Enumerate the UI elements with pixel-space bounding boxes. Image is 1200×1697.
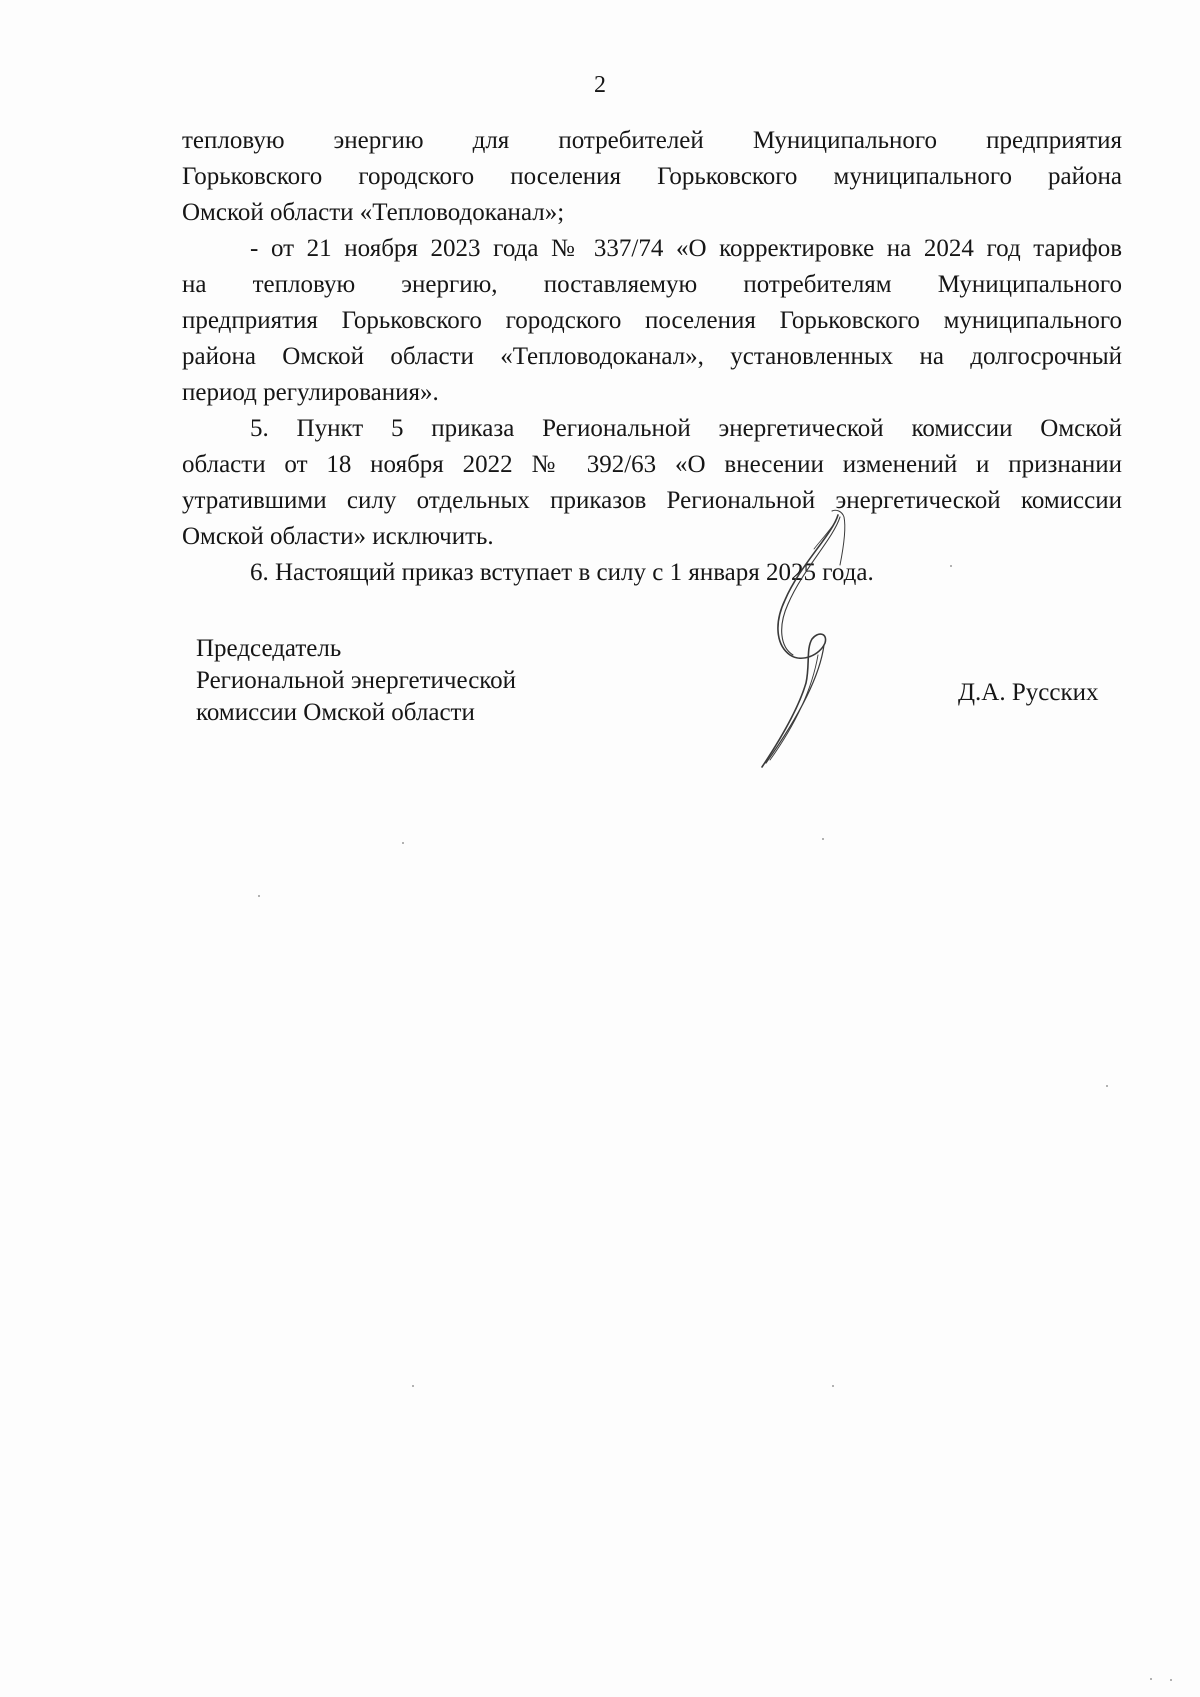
scan-speck xyxy=(822,838,824,840)
scan-speck xyxy=(1170,1679,1172,1681)
page-number: 2 xyxy=(594,72,606,98)
scan-speck xyxy=(402,842,404,844)
text-line: утратившими силу отдельных приказов Региональной энергетической комиссии xyxy=(182,487,1122,514)
text-line: района Омской области «Тепловодоканал», установленных на долгосрочный xyxy=(182,343,1122,370)
scan-speck xyxy=(1150,1678,1152,1680)
scan-speck xyxy=(1106,1085,1108,1087)
text-line: тепловую энергию для потребителей Муниципального предприятия xyxy=(182,127,1122,154)
scan-speck xyxy=(258,895,260,897)
scan-speck xyxy=(412,1385,414,1387)
text-line: Омской области «Тепловодоканал»; xyxy=(182,199,565,226)
handwritten-signature xyxy=(740,505,890,775)
scan-speck xyxy=(832,1385,834,1387)
text-line: 6. Настоящий приказ вступает в силу с 1 января 2025 года. xyxy=(250,559,874,586)
text-line: на тепловую энергию, поставляемую потребителям Муниципального xyxy=(182,271,1122,298)
scan-speck xyxy=(950,565,952,567)
text-line: - от 21 ноября 2023 года № 337/74 «О корректировке на 2024 год тарифов xyxy=(250,235,1122,262)
text-line: Горьковского городского поселения Горьковского муниципального района xyxy=(182,163,1122,190)
signer-title-line: Региональной энергетической xyxy=(196,667,517,694)
text-line: 5. Пункт 5 приказа Региональной энергетической комиссии Омской xyxy=(250,415,1122,442)
text-line: Омской области» исключить. xyxy=(182,523,494,550)
signer-title-line: комиссии Омской области xyxy=(196,699,475,726)
text-line: предприятия Горьковского городского поселения Горьковского муниципального xyxy=(182,307,1122,334)
text-line: период регулирования». xyxy=(182,379,439,406)
signer-title-line: Председатель xyxy=(196,635,342,662)
signer-name: Д.А. Русских xyxy=(958,679,1099,706)
text-line: области от 18 ноября 2022 № 392/63 «О внесении изменений и признании xyxy=(182,451,1122,478)
